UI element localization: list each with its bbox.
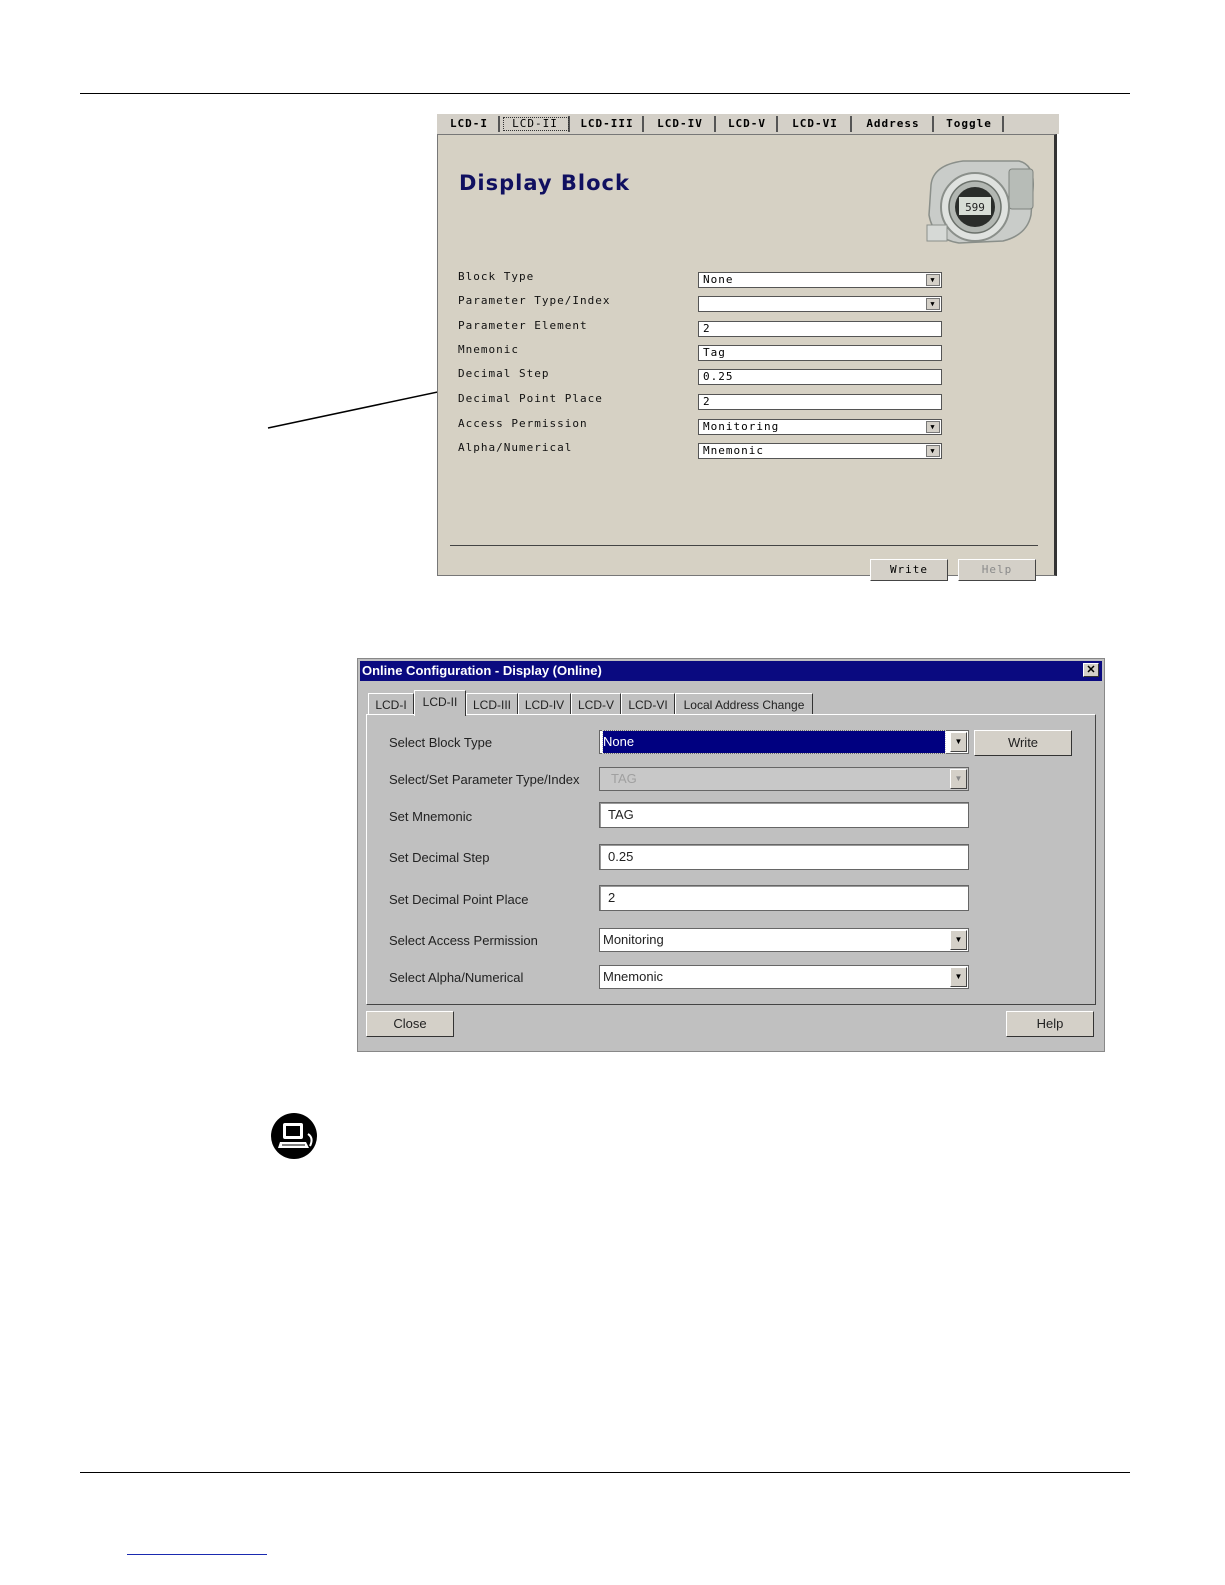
lcd-device-image [923,155,1039,249]
dialog-title: Online Configuration - Display (Online) [362,663,602,678]
close-icon[interactable]: ✕ [1083,663,1099,677]
mnemonic-field[interactable]: Tag [698,345,942,361]
close-button[interactable]: Close [366,1011,454,1037]
footer-link-underline[interactable] [127,1554,267,1555]
alpha-numerical-value: Mnemonic [703,444,764,457]
access-permission-value: Monitoring [603,932,664,947]
label-select-block-type: Select Block Type [389,735,493,750]
tab-lcd-iv[interactable]: LCD-IV [518,693,571,715]
label-set-mnemonic: Set Mnemonic [389,809,473,824]
decimal-point-place-field[interactable]: 2 [599,885,969,911]
down-arrow-icon[interactable]: ▼ [950,732,967,752]
device-display-readout: 599 [965,201,985,214]
down-arrow-icon[interactable]: ▼ [926,274,940,286]
tab-lcd-ii[interactable]: LCD-II [414,690,466,716]
decimal-point-place-field[interactable]: 2 [698,394,942,410]
write-button[interactable]: Write [870,559,948,581]
label-alpha-numerical: Alpha/Numerical [458,441,573,454]
down-arrow-icon[interactable]: ▼ [926,298,940,310]
down-arrow-icon: ▼ [950,769,967,789]
panel1-body [437,134,1057,576]
page-title: Display Block [459,171,630,195]
label-access-permission: Access Permission [458,417,588,430]
tab-lcd-i[interactable]: LCD-I [440,116,500,132]
block-type-select[interactable] [599,730,969,754]
mnemonic-field[interactable]: TAG [599,802,969,828]
label-parameter-element: Parameter Element [458,319,588,332]
down-arrow-icon[interactable]: ▼ [926,421,940,433]
help-button[interactable]: Help [1006,1011,1094,1037]
decimal-step-field[interactable]: 0.25 [599,844,969,870]
alpha-numerical-select[interactable] [599,965,969,989]
access-permission-select[interactable] [599,928,969,952]
access-permission-select[interactable] [698,419,942,435]
label-block-type: Block Type [458,270,535,283]
parameter-type-index-select[interactable] [698,296,942,312]
footer-rule [80,1472,1130,1473]
tab-lcd-v[interactable]: LCD-V [571,693,621,715]
tab-lcd-ii[interactable]: LCD-II [502,116,570,132]
label-parameter-type-index: Select/Set Parameter Type/Index [389,772,580,787]
alpha-numerical-value: Mnemonic [603,969,663,984]
tab-lcd-iii[interactable]: LCD-III [466,693,518,715]
down-arrow-icon[interactable]: ▼ [950,930,967,950]
parameter-type-index-value: TAG [611,771,637,786]
tab-lcd-v[interactable]: LCD-V [718,116,778,132]
write-button[interactable]: Write [974,730,1072,756]
down-arrow-icon[interactable]: ▼ [950,967,967,987]
tab-lcd-vi[interactable]: LCD-VI [621,693,675,715]
access-permission-value: Monitoring [703,420,780,433]
label-parameter-type-index: Parameter Type/Index [458,294,611,307]
online-configuration-dialog [357,658,1105,1052]
display-block-panel [437,114,1059,578]
tab-lcd-iii[interactable]: LCD-III [572,116,644,132]
decimal-step-field[interactable]: 0.25 [698,369,942,385]
tab-local-address-change[interactable]: Local Address Change [675,693,813,715]
help-button[interactable]: Help [958,559,1036,581]
block-type-value: None [603,731,945,753]
alpha-numerical-select[interactable] [698,443,942,459]
computer-icon [270,1112,318,1160]
label-decimal-point-place: Decimal Point Place [458,392,603,405]
tab-lcd-iv[interactable]: LCD-IV [646,116,716,132]
dialog-tab-panel [366,714,1096,1005]
tab-address[interactable]: Address [854,116,934,132]
panel1-separator [450,545,1038,546]
label-mnemonic: Mnemonic [458,343,519,356]
block-type-select[interactable] [698,272,942,288]
parameter-type-index-select[interactable] [599,767,969,791]
label-select-alpha-numerical: Select Alpha/Numerical [389,970,524,985]
tab-lcd-i[interactable]: LCD-I [368,693,414,715]
label-set-decimal-point-place: Set Decimal Point Place [389,892,529,907]
label-select-access-permission: Select Access Permission [389,933,538,948]
down-arrow-icon[interactable]: ▼ [926,445,940,457]
tab-toggle[interactable]: Toggle [936,116,1004,132]
label-decimal-step: Decimal Step [458,367,550,380]
label-set-decimal-step: Set Decimal Step [389,850,490,865]
dialog-title-bar [360,661,1102,681]
block-type-value: None [703,273,734,286]
tab-lcd-vi[interactable]: LCD-VI [780,116,852,132]
panel1-tab-bar [437,114,1059,134]
parameter-element-field[interactable]: 2 [698,321,942,337]
